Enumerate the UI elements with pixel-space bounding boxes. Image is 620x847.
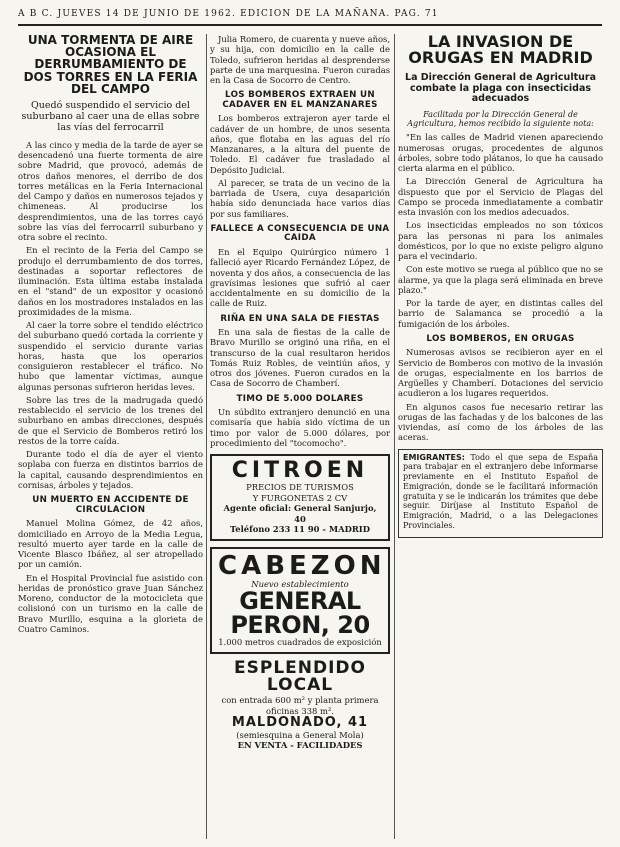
article-paragraph: En una sala de fiestas de la calle de Bravo Murillo se originó una riña, en el transcurso de la cual resultaron heridos Tomás Ruiz Robles, de veintiún años, y otros dos jóvenes. Fueron curados en la Casa de Socorro de Chamberí. (210, 327, 390, 389)
notice-text: Todo el que sepa de España para trabajar en el extranjero debe informarse previamente en el Instituto Español de Emigración, donde se le facilitará información gratuita y se le indicarán los trámites que debe seguir. Diríjase al Instituto Español de Emigración, Madrid, o a las Delegaciones Provinciales. (403, 452, 598, 530)
ad-citroen-brand: CITROEN (231, 458, 369, 484)
ad-local-address: MALDONADO, 41 (231, 715, 369, 731)
article-paragraph: En el Equipo Quirúrgico número 1 falleció ayer Ricardo Fernández López, de noventa y dos años, a consecuencia de las gravísimas lesiones que sufrió al caer accidentalmente en su domicilio de la calle de Ruiz. (210, 247, 390, 309)
article-paragraph: Los bomberos extrajeron ayer tarde el cadáver de un hombre, de unos sesenta años, que flotaba en las aguas del río Manzanares, a la altura del puente de Toledo. El cadáver fue trasladado al Depósito Judicial. (210, 113, 390, 175)
section-heading: LOS BOMBEROS, EN ORUGAS (426, 333, 575, 344)
article-paragraph: La Dirección General de Agricultura ha dispuesto que por el Servicio de Plagas del Campo se proceda inmediatamente a combatir esta invasión con los medios adecuados. (398, 176, 603, 218)
section-heading: LOS BOMBEROS EXTRAEN UN CADAVER EN EL MANZANARES (222, 90, 378, 110)
ad-citroen-agent: Agente oficial: General Sanjurjo, 40 (223, 503, 377, 524)
ad-local-line: (semiesquina a General Mola) (236, 729, 364, 740)
ad-cabezon-address: GENERAL PERON, 20 (230, 587, 370, 640)
column-middle (210, 34, 390, 839)
article-paragraph: Durante todo el día de ayer el viento soplaba con fuerza en distintos barrios de la capital, causando desprendimientos en cornisas, árboles y tejados. (18, 449, 203, 490)
ad-cabezon-note: 1.000 metros cuadrados de exposición (218, 637, 382, 648)
header-line: A B C. JUEVES 14 DE JUNIO DE 1962. EDICION DE LA MAÑANA. PAG. 71 (18, 9, 439, 19)
ad-cabezon (210, 547, 390, 654)
section-heading: UN MUERTO EN ACCIDENTE DE CIRCULACION (32, 495, 189, 515)
ad-citroen (210, 454, 390, 541)
article-paragraph: Sobre las tres de la madrugada quedó restablecido el servicio de los trenes del suburbano en ambas direcciones, después de que el Servicio de Bomberos retiró los restos de la torre caída. (18, 394, 203, 446)
column-left (18, 34, 203, 839)
article-paragraph: Al caer la torre sobre el tendido eléctrico del suburbano quedó cortada la corriente y suspendido el servicio durante varias horas, hasta que los operarios consiguieron restablecer el tráfico. No hubo que lamentar víctimas, aunque algunas personas sufrieron heridas leves. (18, 320, 203, 392)
ad-local-line: oficinas 338 m². (266, 705, 334, 716)
article-paragraph: Numerosas avisos se recibieron ayer en el Servicio de Bomberos con motivo de la invasión de orugas, especialmente en los barrios de Argüelles y Chamberí. Dotaciones del servicio acudieron a los lugares requeridos. (398, 347, 603, 399)
ad-cabezon-sub: Nuevo establecimiento (251, 578, 349, 589)
article-paragraph: Manuel Molina Gómez, de 42 años, domiciliado en Arroyo de la Media Legua, resultó muerto ayer tarde en la calle de Vicente Blasco Ibáñez, al ser atropellado por un camión. (18, 518, 203, 570)
column-divider (394, 34, 395, 839)
byline: Facilitada por la Dirección General de Agricultura, hemos recibido la siguiente nota: (407, 110, 594, 129)
notice-title: EMIGRANTES: (403, 452, 465, 462)
emigrants-notice (398, 449, 603, 538)
article-paragraph: En algunos casos fue necesario retirar las orugas de las fachadas y de los balcones de las viviendas, así como de los árboles de las aceras. (398, 401, 603, 443)
headline-caterpillars: LA INVASION DE ORUGAS EN MADRID (408, 34, 593, 68)
column-divider (206, 34, 207, 839)
ad-local-line: con entrada 600 m² y planta primera (221, 695, 379, 706)
section-heading: TIMO DE 5.000 DOLARES (236, 393, 364, 404)
section-heading: FALLECE A CONSECUENCIA DE UNA CAIDA (210, 223, 390, 244)
ad-citroen-line: Y FURGONETAS 2 CV (252, 492, 348, 503)
section-heading: RIÑA EN UNA SALA DE FIESTAS (220, 313, 380, 324)
article-paragraph: "En las calles de Madrid vienen apareciendo numerosas orugas, procedentes de algunos árboles, sobre todo plátanos, lo que ha causado cierta alarma en el público. (398, 132, 603, 174)
article-paragraph: Por la tarde de ayer, en distintas calles del barrio de Salamanca se procedió a la fumigación de los árboles. (398, 298, 603, 329)
article-paragraph: Un súbdito extranjero denunció en una comisaría que había sido víctima de un timo por valor de 5.000 dólares, por procedimiento del "tocomocho". (210, 407, 390, 448)
ad-local-line: EN VENTA - FACILIDADES (237, 740, 363, 751)
article-paragraph: A las cinco y media de la tarde de ayer se desencadenó una fuerte tormenta de aire sobre Madrid, que provocó, además de otros daños menores, el derribo de dos torres metálicas en la Feria Internacional del Campo y daños en numerosos tejados y chimeneas. Al producirse los desprendimientos, una de las torres cayó sobre las vías del ferrocarril suburbano y otra sobre el recinto. (18, 139, 203, 243)
page-header (18, 4, 602, 26)
ad-local-title: ESPLENDIDO LOCAL (234, 657, 366, 696)
article-paragraph: Los insecticidas empleados no son tóxicos para las personas ni para los animales domésticos, por lo que no existe peligro alguno para el vecindario. (398, 220, 603, 262)
article-paragraph: Con este motivo se ruega al público que no se alarme, ya que la plaga será eliminada en breve plazo." (398, 264, 603, 295)
article-paragraph: Julia Romero, de cuarenta y nueve años, y su hija, con domicilio en la calle de Toledo, sufrieron heridas al desprenderse parte de una marquesina. Fueron curadas en la Casa de Socorro de Centro. (210, 34, 390, 85)
ad-cabezon-brand: CABEZON (218, 550, 386, 581)
ad-citroen-line: PRECIOS DE TURISMOS (246, 482, 354, 493)
article-paragraph: En el recinto de la Feria del Campo se produjo el derrumbamiento de dos torres, destinadas a soportar reflectores de iluminación. Esta última estaba instalada en el "stand" de un expositor y ocasionó daños en los mostradores instalados en las proximidades de la misma. (18, 245, 203, 317)
column-right (398, 34, 603, 839)
ad-citroen-phone: Teléfono 233 11 90 - MADRID (230, 524, 370, 535)
ad-local (210, 657, 390, 751)
article-paragraph: En el Hospital Provincial fue asistido con heridas de pronóstico grave Juan Sánchez Moreno, conductor de la motocicleta que colisionó con un turismo en la calle de Bravo Murillo, esquina a la glorieta de Cuatro Caminos. (18, 572, 203, 634)
deck-storm: Quedó suspendido el servicio del suburbano al caer una de ellas sobre las vías del ferrocarril (21, 100, 200, 134)
headline-storm: UNA TORMENTA DE AIRE OCASIONA EL DERRUMBAMIENTO DE DOS TORRES EN LA FERIA DEL CAMPO (23, 34, 198, 96)
article-paragraph: Al parecer, se trata de un vecino de la barriada de Usera, cuya desaparición había sido denunciada hace varios días por sus familiares. (210, 177, 390, 219)
subhead-caterpillars: La Dirección General de Agricultura combate la plaga con insecticidas adecuados (405, 71, 596, 105)
